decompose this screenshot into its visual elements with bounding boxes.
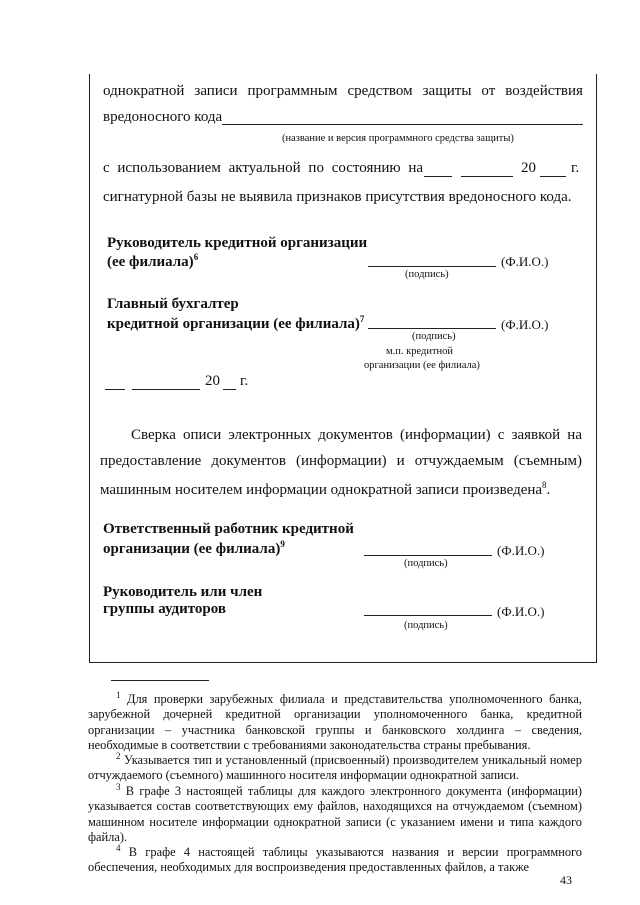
- date-month-blank: [461, 176, 513, 177]
- footnote-ref-6: 6: [193, 252, 199, 262]
- sig1-signature-line: [368, 266, 496, 267]
- sig4-title-line2: группы аудиторов: [103, 601, 226, 617]
- stamp-label-line2: организации (ее филиала): [364, 360, 480, 371]
- page-number: 43: [560, 873, 572, 887]
- sig2-signature-line: [368, 328, 496, 329]
- footnote-ref-9: 9: [280, 539, 285, 549]
- reconciliation-line1: Сверка описи электронных документов (информации) с заявкой на: [131, 427, 582, 443]
- sig2-signature-caption: (подпись): [412, 331, 456, 342]
- sig3-title-line1: Ответственный работник кредитной: [103, 521, 354, 537]
- date2-month-blank: [132, 389, 200, 390]
- date-year-prefix: 20: [521, 160, 536, 176]
- sig4-signature-caption: (подпись): [404, 620, 448, 631]
- program-name-caption: (название и версия программного средства защиты): [282, 133, 514, 144]
- reconciliation-line3: машинным носителем информации однократной записи произведена$^8$.: [100, 480, 551, 498]
- date2-day-blank: [105, 389, 125, 390]
- sig3-signature-line: [364, 555, 492, 556]
- form-line-4: сигнатурной базы не выявила признаков присутствия вредоносного кода.: [103, 189, 572, 205]
- date-day-blank: [424, 176, 452, 177]
- footnote-2: $^2$ Указывается тип и установленный (присвоенный) производителем уникальный номер отчуждаемого (съемного) машинного носителя информации однократной записи.: [88, 751, 582, 783]
- sig2-title-line1: Главный бухгалтер: [107, 296, 239, 312]
- program-name-blank: [222, 124, 583, 125]
- footnote-ref-7: 7: [359, 314, 365, 324]
- sig3-fio: (Ф.И.О.): [497, 543, 545, 558]
- sig1-title-line1: Руководитель кредитной организации: [107, 235, 368, 251]
- form-line-2: вредоносного кода: [103, 109, 223, 125]
- sig2-fio: (Ф.И.О.): [501, 317, 549, 332]
- footnote-separator: [111, 680, 209, 681]
- sig4-signature-line: [364, 615, 492, 616]
- sig3-title-line2: организации (ее филиала)$^9$: [103, 539, 285, 557]
- date-year-suffix: г.: [571, 160, 580, 176]
- footnote-4: $^4$ В графе 4 настоящей таблицы указываются названия и версии программного обеспечения, необходимых для воспроизведения предоставленных файлов, а также: [88, 843, 582, 875]
- date2-year-suffix: г.: [240, 373, 249, 389]
- footnote-ref-8: 8: [542, 480, 547, 490]
- sig3-signature-caption: (подпись): [404, 558, 448, 569]
- date2-year-blank: [223, 389, 236, 390]
- reconciliation-line2: предоставление документов (информации) и отчуждаемым (съемным): [100, 453, 582, 469]
- sig2-title-line2: кредитной организации (ее филиала)$^7$: [107, 314, 365, 332]
- form-line-3: с использованием актуальной по состоянию на: [103, 160, 424, 176]
- sig4-fio: (Ф.И.О.): [497, 604, 545, 619]
- footnote-3: $^3$ В графе 3 настоящей таблицы для каждого электронного документа (информации) указывается состав соответствующих ему файлов, находящихся на отчуждаемом (съемном) машинном носителе информации однократной записи (с указанием имени и типа каждого файла).: [88, 782, 582, 845]
- stamp-label-line1: м.п. кредитной: [386, 346, 454, 357]
- date2-year-prefix: 20: [205, 373, 220, 389]
- form-line-1: однократной записи программным средством защиты от воздействия: [103, 83, 583, 99]
- sig1-signature-caption: (подпись): [405, 269, 449, 280]
- sig4-title-line1: Руководитель или член: [103, 584, 263, 600]
- sig1-fio: (Ф.И.О.): [501, 254, 549, 269]
- sig1-title-line2: (ее филиала)$^6$: [107, 252, 199, 270]
- date-year-blank: [540, 176, 566, 177]
- footnote-1: $^1$ Для проверки зарубежных филиала и представительства уполномоченного банка, зарубежной дочерней кредитной организации уполномоченного банка, кредитной организации – участника банковской группы и банковского холдинга – сведения, необходимые в соответствии с требованиями законодательства страны пребывания.: [88, 690, 582, 753]
